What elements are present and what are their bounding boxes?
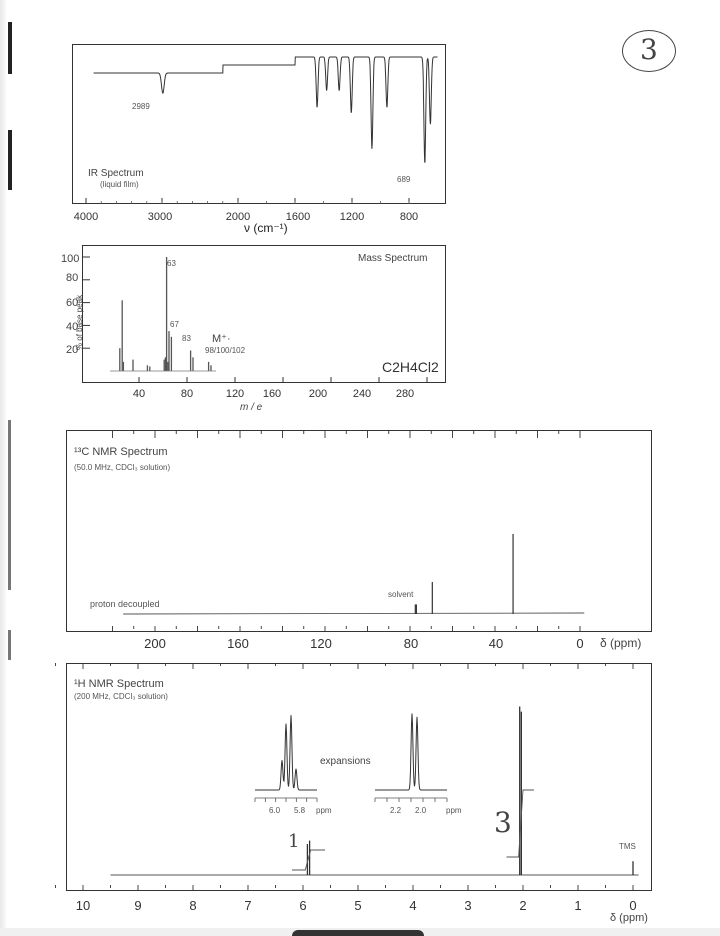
ms-y-axis-label: % of base peak (75, 294, 85, 351)
ms-y-tick: 20 (66, 344, 79, 356)
c13-x-tick: 80 (403, 636, 419, 651)
binder-mark (8, 22, 12, 74)
h1-x-tick: 8 (189, 898, 197, 913)
ir-x-tick: 800 (399, 211, 419, 223)
ms-y-tick: 80 (66, 272, 79, 284)
ms-x-axis-label: m / e (240, 402, 263, 413)
c13-x-tick: 200 (144, 636, 166, 651)
ms-y-tick: 100 (61, 253, 80, 265)
h1-x-tick: 1 (574, 898, 582, 913)
h1-x-tick: 3 (464, 898, 472, 913)
c13-solvent-label: solvent (388, 590, 414, 599)
h1-integration-annotation-left: 1 (288, 831, 300, 852)
ms-peak-label-67: 67 (170, 320, 179, 329)
binder-mark (8, 130, 12, 190)
ir-peak-label-2989: 2989 (132, 102, 150, 111)
ms-peak-label-63: 63 (167, 259, 176, 268)
ms-title: Mass Spectrum (358, 253, 428, 264)
h1-integration-annotation-right: 3 (494, 806, 512, 839)
h1-x-tick: 4 (409, 898, 417, 913)
ms-x-tick: 200 (308, 388, 328, 400)
ir-x-tick: 1200 (339, 211, 365, 223)
ms-x-tick: 40 (132, 388, 146, 400)
expansion-1-unit: ppm (316, 806, 332, 815)
expansion-2-tick: 2.2 (390, 806, 402, 815)
h1-x-tick: 5 (354, 898, 362, 913)
expansion-2-tick: 2.0 (415, 806, 427, 815)
binder-mark (8, 630, 11, 660)
ir-x-axis-label: ν (cm⁻¹) (244, 221, 288, 235)
ir-x-tick: 2000 (225, 211, 251, 223)
ms-molecular-ion-label: M⁺· (212, 333, 231, 345)
c13-title: ¹³C NMR Spectrum (74, 446, 168, 458)
ir-title: IR Spectrum (88, 168, 144, 179)
ms-y-tick: 40 (66, 321, 79, 333)
problem-number: 3 (640, 33, 658, 66)
c13-x-tick: 0 (576, 636, 584, 651)
home-indicator (292, 930, 424, 936)
expansion-1-tick: 6.0 (269, 806, 281, 815)
ir-x-tick: 1600 (285, 211, 311, 223)
ir-x-tick: 3000 (147, 211, 173, 223)
c13-x-tick: 160 (227, 636, 249, 651)
h1-x-tick: 2 (519, 898, 527, 913)
ms-peak-label-83: 83 (182, 334, 191, 343)
h1-title: ¹H NMR Spectrum (74, 678, 164, 690)
ms-x-tick: 160 (262, 388, 282, 400)
ms-x-tick: 120 (225, 388, 245, 400)
ms-x-tick: 80 (180, 388, 194, 400)
h1-x-tick: 7 (244, 898, 252, 913)
ms-y-tick: 60 (66, 297, 79, 309)
c13-note-proton-decoupled: proton decoupled (90, 599, 160, 609)
expansion-2-unit: ppm (446, 806, 462, 815)
h1-x-tick: 6 (299, 898, 307, 913)
ms-x-tick: 240 (352, 388, 372, 400)
c13-subtitle: (50.0 MHz, CDCl₃ solution) (74, 463, 171, 472)
h1-x-axis-label: δ (ppm) (610, 912, 648, 924)
h1-x-tick: 10 (75, 898, 91, 913)
c13-x-tick: 120 (310, 636, 332, 651)
c13-x-tick: 40 (488, 636, 504, 651)
binder-mark (8, 420, 11, 590)
molecular-formula: C2H4Cl2 (382, 359, 439, 375)
ir-x-tick: 4000 (73, 211, 99, 223)
ir-peak-label-689: 689 (397, 175, 411, 184)
scan-edge (0, 0, 6, 936)
h1-subtitle: (200 MHz, CDCl₃ solution) (74, 692, 168, 701)
h1-x-tick: 0 (629, 898, 637, 913)
expansion-1-tick: 5.8 (294, 806, 306, 815)
ms-molecular-ion-masses: 98/100/102 (205, 346, 246, 355)
ir-subtitle: (liquid film) (100, 180, 139, 189)
h1-x-tick: 9 (134, 898, 142, 913)
h1-expansions-label: expansions (320, 756, 371, 767)
ms-x-tick: 280 (395, 388, 415, 400)
c13-x-axis-label: δ (ppm) (600, 636, 642, 650)
h1-tms-label: TMS (619, 842, 636, 851)
